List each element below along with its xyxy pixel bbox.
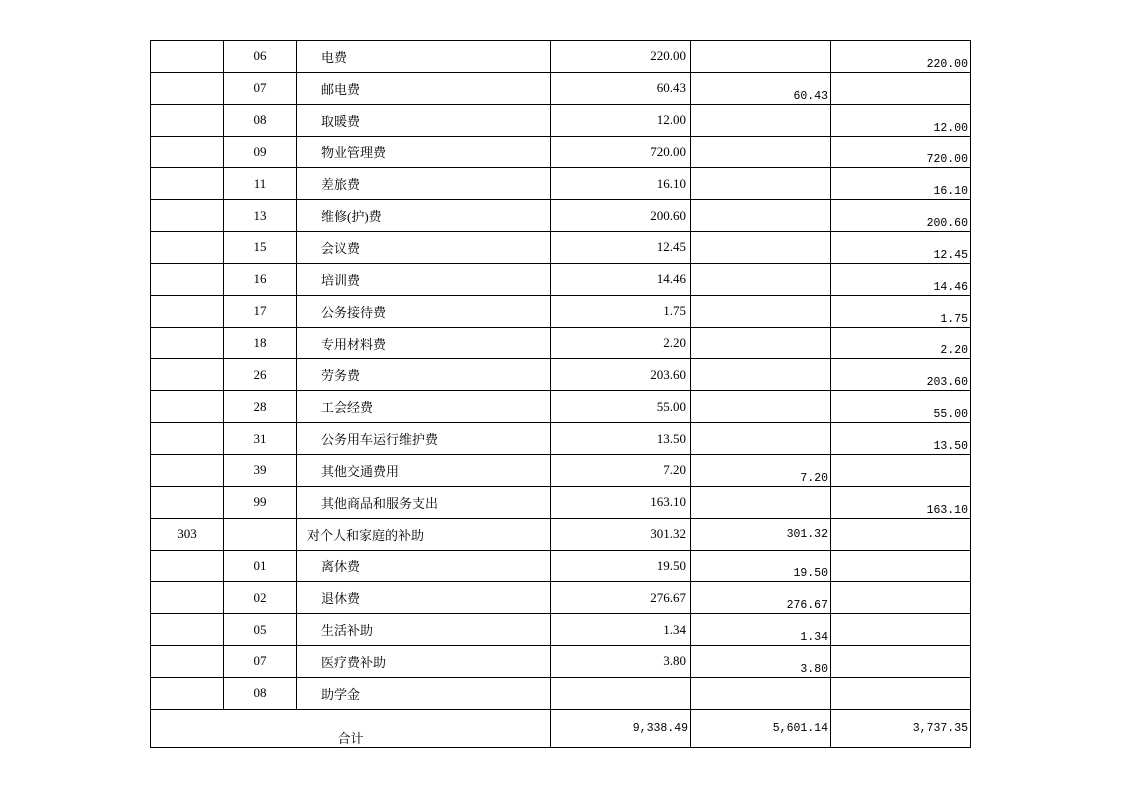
amount-cell: [831, 168, 971, 200]
amount-text: 13.50: [933, 439, 968, 453]
amount-cell: [691, 328, 831, 360]
amount-cell: [551, 359, 691, 391]
amount-text: 19.50: [793, 567, 828, 581]
total-label-cell: [151, 710, 551, 748]
item-name-text: 医疗费补助: [321, 654, 387, 670]
item-name-cell: [297, 232, 551, 264]
item-name-text: 电费: [321, 49, 348, 65]
amount-cell: [691, 264, 831, 296]
item-code-cell: [224, 678, 297, 710]
item-code-cell: [224, 614, 297, 646]
item-name-text: 专用材料费: [321, 336, 387, 352]
amount-cell: [691, 105, 831, 137]
amount-cell: [551, 41, 691, 73]
amount-cell: [831, 423, 971, 455]
amount-cell: [831, 487, 971, 519]
amount-text: 12.45: [656, 239, 686, 255]
amount-text: 220.00: [926, 57, 968, 71]
item-code-text: 06: [253, 48, 267, 64]
amount-cell: [831, 678, 971, 710]
amount-text: 14.46: [656, 271, 686, 287]
amount-cell: [831, 137, 971, 169]
amount-text: 220.00: [650, 48, 686, 64]
amount-text: 1.75: [663, 303, 686, 319]
item-name-text: 劳务费: [321, 368, 361, 384]
amount-text: 276.67: [650, 589, 686, 605]
total-amount: 9,338.49: [632, 721, 688, 735]
item-code-cell: [224, 232, 297, 264]
amount-text: 14.46: [933, 280, 968, 294]
category-code-cell: [151, 678, 224, 710]
item-name-cell: [297, 614, 551, 646]
amount-cell: [551, 519, 691, 551]
category-code-cell: [151, 646, 224, 678]
item-code-cell: [224, 200, 297, 232]
item-code-cell: [224, 41, 297, 73]
item-code-text: 09: [253, 143, 267, 159]
item-code-text: 07: [253, 80, 267, 96]
item-name-cell: [297, 137, 551, 169]
item-code-text: 26: [253, 366, 267, 382]
item-code-text: 08: [253, 112, 267, 128]
category-code-cell: [151, 519, 224, 551]
amount-cell: [551, 455, 691, 487]
amount-cell: [551, 264, 691, 296]
amount-cell: [551, 614, 691, 646]
total-label: 合计: [337, 730, 364, 746]
item-name-cell: [297, 391, 551, 423]
category-code-cell: [151, 105, 224, 137]
amount-text: 55.00: [656, 398, 686, 414]
category-code-text: 303: [177, 526, 197, 542]
item-name-text: 生活补助: [321, 623, 374, 639]
amount-cell: [831, 41, 971, 73]
amount-cell: [831, 105, 971, 137]
item-code-text: 01: [253, 557, 267, 573]
item-code-text: 28: [253, 398, 267, 414]
amount-cell: [831, 359, 971, 391]
total-amount-cell: [551, 710, 691, 748]
item-code-cell: [224, 519, 297, 551]
amount-cell: [551, 105, 691, 137]
amount-text: 1.34: [800, 631, 828, 645]
amount-cell: [551, 582, 691, 614]
item-name-cell: [297, 582, 551, 614]
category-code-cell: [151, 200, 224, 232]
amount-cell: [831, 614, 971, 646]
item-code-cell: [224, 359, 297, 391]
amount-text: 720.00: [926, 153, 968, 167]
item-code-cell: [224, 328, 297, 360]
amount-text: 13.50: [656, 430, 686, 446]
total-amount-cell: [691, 710, 831, 748]
total-amount-cell: [831, 710, 971, 748]
amount-text: 60.43: [793, 89, 828, 103]
category-code-cell: [151, 168, 224, 200]
item-name-cell: [297, 41, 551, 73]
category-code-cell: [151, 455, 224, 487]
amount-text: 720.00: [650, 143, 686, 159]
amount-cell: [691, 359, 831, 391]
item-name-text: 助学金: [321, 686, 361, 702]
item-name-text: 物业管理费: [321, 145, 387, 161]
item-code-text: 16: [253, 271, 267, 287]
amount-cell: [691, 200, 831, 232]
item-name-cell: [297, 264, 551, 296]
item-name-text: 会议费: [321, 240, 361, 256]
category-code-cell: [151, 614, 224, 646]
amount-text: 1.75: [940, 312, 968, 326]
data-table: [150, 40, 971, 748]
item-code-text: 13: [253, 207, 267, 223]
item-code-text: 08: [253, 685, 267, 701]
category-code-cell: [151, 328, 224, 360]
item-name-cell: [297, 551, 551, 583]
item-name-cell: [297, 487, 551, 519]
item-name-cell: [297, 200, 551, 232]
item-name-text: 退休费: [321, 591, 361, 607]
amount-cell: [551, 646, 691, 678]
item-code-cell: [224, 423, 297, 455]
amount-cell: [831, 455, 971, 487]
item-code-cell: [224, 168, 297, 200]
item-code-cell: [224, 455, 297, 487]
category-code-cell: [151, 487, 224, 519]
amount-cell: [551, 551, 691, 583]
amount-text: 2.20: [940, 344, 968, 358]
item-name-cell: [297, 678, 551, 710]
amount-cell: [691, 168, 831, 200]
amount-cell: [831, 200, 971, 232]
amount-cell: [551, 73, 691, 105]
category-code-cell: [151, 232, 224, 264]
item-code-text: 07: [253, 653, 267, 669]
amount-text: 203.60: [650, 366, 686, 382]
amount-text: 3.80: [800, 662, 828, 676]
item-code-text: 05: [253, 621, 267, 637]
amount-text: 19.50: [656, 557, 686, 573]
item-name-cell: [297, 423, 551, 455]
amount-cell: [691, 391, 831, 423]
item-name-cell: [297, 359, 551, 391]
amount-cell: [551, 328, 691, 360]
item-name-text: 对个人和家庭的补助: [307, 527, 425, 543]
amount-cell: [551, 678, 691, 710]
amount-cell: [691, 582, 831, 614]
category-code-cell: [151, 582, 224, 614]
item-code-cell: [224, 551, 297, 583]
item-code-cell: [224, 105, 297, 137]
category-code-cell: [151, 296, 224, 328]
item-code-text: 18: [253, 335, 267, 351]
item-code-cell: [224, 264, 297, 296]
amount-text: 7.20: [800, 471, 828, 485]
amount-text: 163.10: [650, 494, 686, 510]
amount-cell: [691, 519, 831, 551]
amount-cell: [551, 200, 691, 232]
item-name-text: 其他商品和服务支出: [321, 495, 439, 511]
amount-cell: [691, 41, 831, 73]
amount-cell: [551, 168, 691, 200]
amount-text: 3.80: [663, 653, 686, 669]
amount-cell: [831, 582, 971, 614]
total-amount: 5,601.14: [772, 721, 828, 735]
amount-cell: [551, 423, 691, 455]
amount-text: 60.43: [656, 80, 686, 96]
amount-cell: [691, 551, 831, 583]
amount-text: 16.10: [933, 185, 968, 199]
item-name-cell: [297, 296, 551, 328]
category-code-cell: [151, 551, 224, 583]
amount-text: 163.10: [926, 503, 968, 517]
item-name-cell: [297, 519, 551, 551]
item-code-cell: [224, 137, 297, 169]
amount-cell: [831, 264, 971, 296]
amount-text: 2.20: [663, 335, 686, 351]
item-name-text: 培训费: [321, 272, 361, 288]
amount-cell: [691, 137, 831, 169]
item-code-text: 11: [253, 175, 267, 191]
amount-cell: [551, 391, 691, 423]
item-name-cell: [297, 328, 551, 360]
amount-text: 203.60: [926, 376, 968, 390]
item-code-text: 31: [253, 430, 267, 446]
item-code-cell: [224, 391, 297, 423]
item-code-cell: [224, 487, 297, 519]
amount-cell: [691, 614, 831, 646]
amount-text: 12.45: [933, 248, 968, 262]
category-code-cell: [151, 264, 224, 296]
amount-text: 200.60: [650, 207, 686, 223]
amount-cell: [691, 423, 831, 455]
amount-cell: [691, 487, 831, 519]
amount-cell: [551, 296, 691, 328]
item-name-cell: [297, 168, 551, 200]
amount-cell: [831, 328, 971, 360]
amount-cell: [831, 551, 971, 583]
amount-cell: [831, 232, 971, 264]
amount-cell: [831, 519, 971, 551]
amount-cell: [831, 646, 971, 678]
amount-text: 12.00: [656, 112, 686, 128]
category-code-cell: [151, 41, 224, 73]
amount-text: 301.32: [650, 526, 686, 542]
amount-text: 200.60: [926, 217, 968, 231]
item-code-text: 02: [253, 589, 267, 605]
item-name-text: 取暖费: [321, 113, 361, 129]
amount-cell: [691, 73, 831, 105]
amount-cell: [691, 646, 831, 678]
item-code-text: 39: [253, 462, 267, 478]
item-name-text: 公务接待费: [321, 304, 387, 320]
item-name-cell: [297, 105, 551, 137]
amount-cell: [551, 137, 691, 169]
category-code-cell: [151, 391, 224, 423]
amount-text: 301.32: [786, 527, 828, 541]
category-code-cell: [151, 423, 224, 455]
amount-text: 1.34: [663, 621, 686, 637]
amount-cell: [551, 487, 691, 519]
amount-text: 16.10: [656, 175, 686, 191]
item-code-cell: [224, 646, 297, 678]
amount-cell: [831, 73, 971, 105]
item-code-text: 99: [253, 494, 267, 510]
category-code-cell: [151, 359, 224, 391]
item-code-text: 15: [253, 239, 267, 255]
total-amount: 3,737.35: [912, 721, 968, 735]
category-code-cell: [151, 73, 224, 105]
amount-cell: [691, 455, 831, 487]
amount-cell: [831, 296, 971, 328]
item-name-text: 公务用车运行维护费: [321, 432, 439, 448]
amount-text: 55.00: [933, 408, 968, 422]
item-code-cell: [224, 296, 297, 328]
category-code-cell: [151, 137, 224, 169]
item-name-cell: [297, 73, 551, 105]
item-name-cell: [297, 455, 551, 487]
item-name-text: 差旅费: [321, 177, 361, 193]
amount-text: 12.00: [933, 121, 968, 135]
amount-text: 276.67: [786, 599, 828, 613]
item-code-cell: [224, 73, 297, 105]
item-code-text: 17: [253, 303, 267, 319]
amount-cell: [691, 678, 831, 710]
item-name-text: 邮电费: [321, 81, 361, 97]
amount-cell: [691, 232, 831, 264]
item-name-text: 离休费: [321, 559, 361, 575]
item-name-text: 维修(护)费: [321, 209, 382, 225]
item-name-text: 其他交通费用: [321, 463, 400, 479]
item-name-text: 工会经费: [321, 400, 374, 416]
amount-text: 7.20: [663, 462, 686, 478]
item-code-cell: [224, 582, 297, 614]
item-name-cell: [297, 646, 551, 678]
amount-cell: [691, 296, 831, 328]
amount-cell: [551, 232, 691, 264]
amount-cell: [831, 391, 971, 423]
